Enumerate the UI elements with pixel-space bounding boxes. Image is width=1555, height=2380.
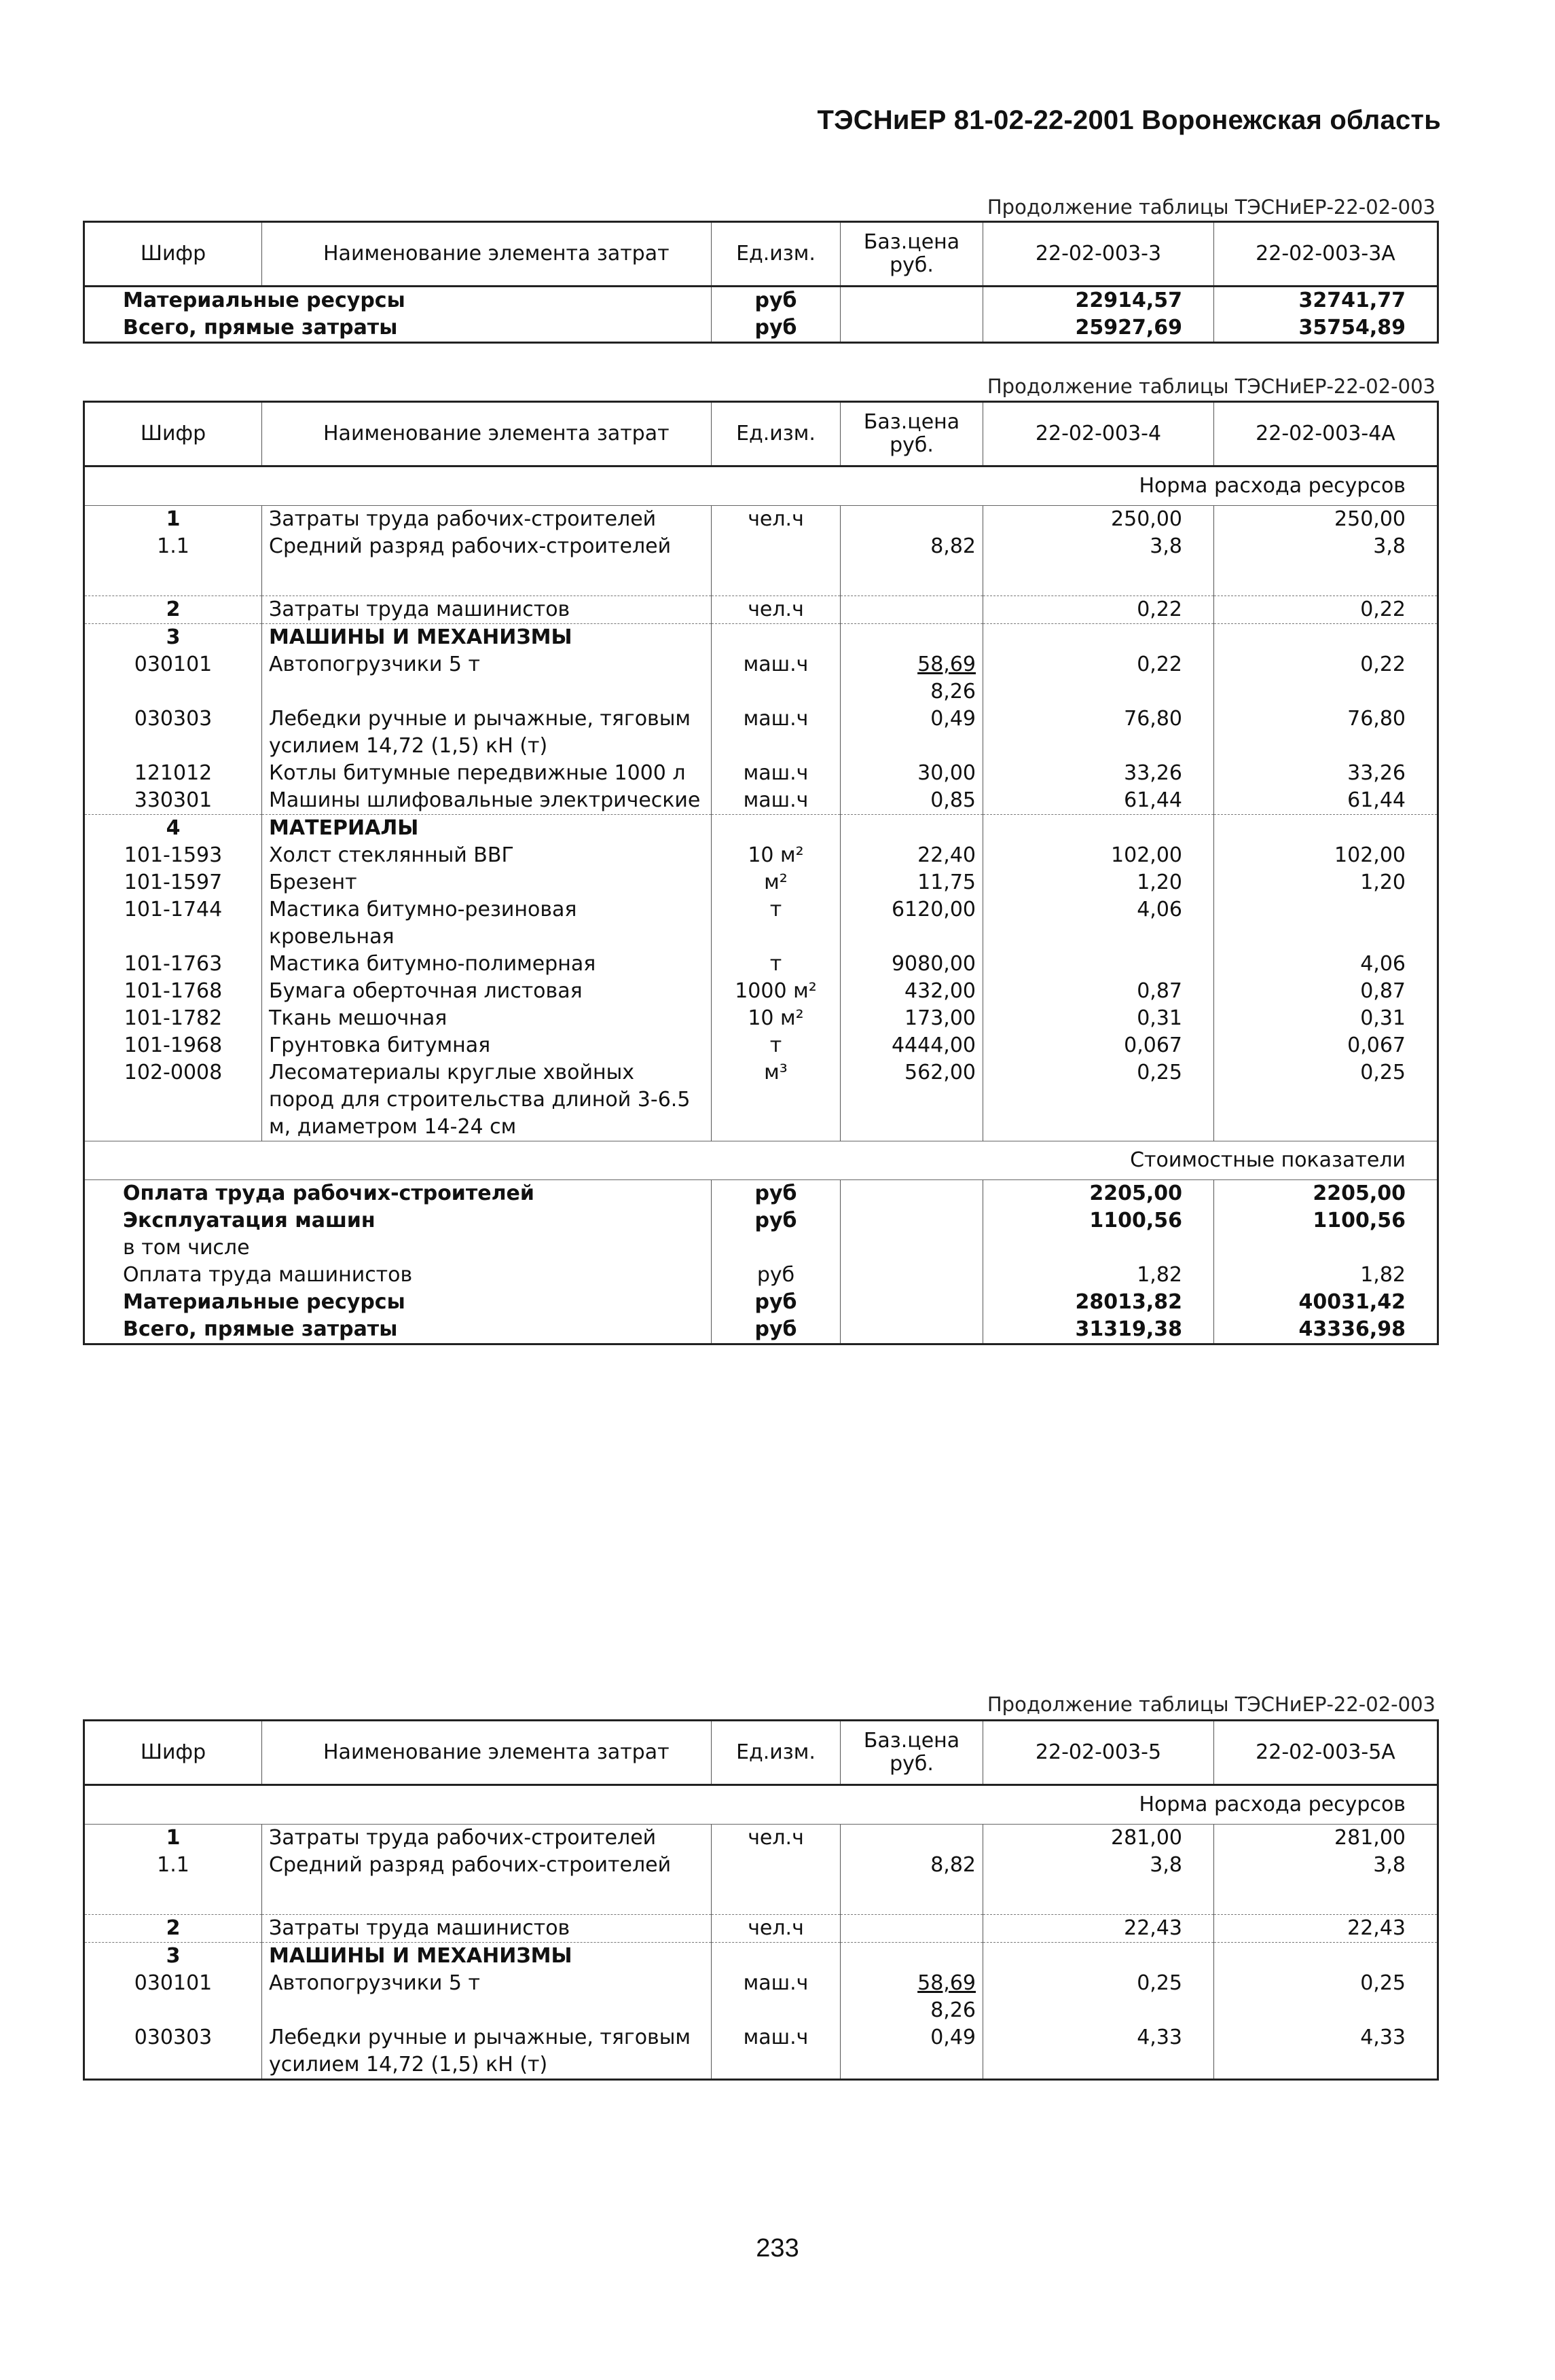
total-row xyxy=(84,314,1438,343)
document-title: ТЭСНиЕР 81-02-22-2001 Воронежская область xyxy=(817,105,1441,135)
row-unit: маш.ч xyxy=(712,787,841,815)
row-price xyxy=(841,1970,983,2024)
row-value-a: 76,80 xyxy=(983,706,1214,760)
table-row xyxy=(84,1970,1438,2024)
row-code: 3 xyxy=(84,1942,262,1970)
table-row xyxy=(84,623,1438,651)
col-name: Наименование элемента затрат xyxy=(262,222,712,287)
total-value-b: 43336,98 xyxy=(1214,1316,1438,1344)
total-price xyxy=(841,1234,983,1262)
table-row xyxy=(84,978,1438,1005)
row-code: 101-1968 xyxy=(84,1032,262,1059)
row-value-b: 61,44 xyxy=(1214,787,1438,815)
row-code: 2 xyxy=(84,1914,262,1942)
row-price-primary: 58,69 xyxy=(917,652,976,676)
row-unit: чел.ч xyxy=(712,1914,841,1942)
table3-header xyxy=(84,1721,1438,1785)
row-price xyxy=(841,651,983,706)
row-code: 101-1593 xyxy=(84,842,262,869)
table-row xyxy=(84,1059,1438,1141)
table-row xyxy=(84,1005,1438,1032)
total-value-a: 1100,56 xyxy=(983,1207,1214,1234)
table-row xyxy=(84,596,1438,623)
row-price: 173,00 xyxy=(841,1005,983,1032)
row-code: 030101 xyxy=(84,651,262,706)
col-code: Шифр xyxy=(84,222,262,287)
total-value-b: 35754,89 xyxy=(1214,314,1438,343)
table-row xyxy=(84,951,1438,978)
row-value-b: 22,43 xyxy=(1214,1914,1438,1942)
col-a: 22-02-003-5 xyxy=(983,1721,1214,1785)
total-price xyxy=(841,287,983,315)
row-unit: маш.ч xyxy=(712,1970,841,2024)
col-code: Шифр xyxy=(84,1721,262,1785)
row-name: Мастика битумно-полимерная xyxy=(262,951,712,978)
table-row xyxy=(84,651,1438,706)
total-row xyxy=(84,287,1438,315)
col-code: Шифр xyxy=(84,402,262,466)
norm-section-header xyxy=(84,1785,1438,1825)
row-unit: маш.ч xyxy=(712,651,841,706)
table-row xyxy=(84,1942,1438,1970)
row-unit: т xyxy=(712,951,841,978)
table-row xyxy=(84,760,1438,787)
row-name: Затраты труда рабочих-строителей xyxy=(262,506,712,534)
row-name: Мастика битумно-резиновая кровельная xyxy=(262,896,712,951)
col-b: 22-02-003-5А xyxy=(1214,1721,1438,1785)
row-name: МАШИНЫ И МЕХАНИЗМЫ xyxy=(262,1942,712,1970)
total-unit: руб xyxy=(712,1179,841,1207)
row-unit: чел.ч xyxy=(712,596,841,623)
row-unit: маш.ч xyxy=(712,760,841,787)
total-value-a: 31319,38 xyxy=(983,1316,1214,1344)
row-price: 8,82 xyxy=(841,1852,983,1914)
row-code: 101-1763 xyxy=(84,951,262,978)
table-row xyxy=(84,896,1438,951)
row-price: 6120,00 xyxy=(841,896,983,951)
row-value-a: 0,25 xyxy=(983,1970,1214,2024)
total-unit: руб xyxy=(712,1316,841,1344)
col-price: Баз.цена руб. xyxy=(841,222,983,287)
row-value-b: 1,20 xyxy=(1214,869,1438,896)
total-row xyxy=(84,1207,1438,1234)
row-name: Затраты труда машинистов xyxy=(262,1914,712,1942)
col-price: Баз.цена руб. xyxy=(841,1721,983,1785)
row-price xyxy=(841,814,983,842)
total-name: Оплата труда рабочих-строителей xyxy=(84,1179,712,1207)
row-value-a: 0,22 xyxy=(983,596,1214,623)
total-price xyxy=(841,1262,983,1289)
row-name: МАШИНЫ И МЕХАНИЗМЫ xyxy=(262,623,712,651)
row-value-b: 33,26 xyxy=(1214,760,1438,787)
row-value-a: 102,00 xyxy=(983,842,1214,869)
row-value-b: 0,25 xyxy=(1214,1059,1438,1141)
row-unit xyxy=(712,814,841,842)
table-row xyxy=(84,506,1438,534)
row-value-a xyxy=(983,1942,1214,1970)
row-value-b: 3,8 xyxy=(1214,1852,1438,1914)
row-price xyxy=(841,1825,983,1852)
row-value-a: 61,44 xyxy=(983,787,1214,815)
page-header xyxy=(0,105,1555,146)
row-price-secondary: 8,26 xyxy=(930,1998,976,2022)
row-price-secondary: 8,26 xyxy=(930,679,976,703)
total-value-a: 1,82 xyxy=(983,1262,1214,1289)
row-value-b: 3,8 xyxy=(1214,533,1438,596)
row-unit xyxy=(712,1852,841,1914)
row-value-b: 0,22 xyxy=(1214,651,1438,706)
cost-section-header xyxy=(84,1141,1438,1179)
row-name: Затраты труда рабочих-строителей xyxy=(262,1825,712,1852)
table-row xyxy=(84,1032,1438,1059)
row-price: 11,75 xyxy=(841,869,983,896)
row-name: Лебедки ручные и рычажные, тяговым усилием 14,72 (1,5) кН (т) xyxy=(262,2024,712,2080)
row-price: 432,00 xyxy=(841,978,983,1005)
row-value-a: 1,20 xyxy=(983,869,1214,896)
row-value-a: 3,8 xyxy=(983,1852,1214,1914)
row-value-b: 76,80 xyxy=(1214,706,1438,760)
row-price: 562,00 xyxy=(841,1059,983,1141)
row-price: 22,40 xyxy=(841,842,983,869)
total-value-a: 28013,82 xyxy=(983,1289,1214,1316)
row-unit: т xyxy=(712,896,841,951)
table3 xyxy=(83,1719,1439,2081)
row-code: 1 xyxy=(84,1825,262,1852)
total-price xyxy=(841,314,983,343)
row-value-b: 102,00 xyxy=(1214,842,1438,869)
total-row xyxy=(84,1234,1438,1262)
row-code: 1 xyxy=(84,506,262,534)
row-value-a xyxy=(983,951,1214,978)
row-code: 101-1597 xyxy=(84,869,262,896)
table-row xyxy=(84,814,1438,842)
row-value-b xyxy=(1214,896,1438,951)
total-row xyxy=(84,1179,1438,1207)
row-unit: м³ xyxy=(712,1059,841,1141)
total-name: Материальные ресурсы xyxy=(84,1289,712,1316)
total-row xyxy=(84,1289,1438,1316)
row-code: 2 xyxy=(84,596,262,623)
col-unit: Ед.изм. xyxy=(712,402,841,466)
row-code: 4 xyxy=(84,814,262,842)
row-unit xyxy=(712,1942,841,1970)
row-code: 330301 xyxy=(84,787,262,815)
total-value-b: 2205,00 xyxy=(1214,1179,1438,1207)
row-value-b xyxy=(1214,623,1438,651)
col-b: 22-02-003-4А xyxy=(1214,402,1438,466)
row-price: 9080,00 xyxy=(841,951,983,978)
table-row xyxy=(84,533,1438,596)
table2 xyxy=(83,401,1439,1345)
total-name: Всего, прямые затраты xyxy=(84,1316,712,1344)
total-unit: руб xyxy=(712,1207,841,1234)
row-code: 030101 xyxy=(84,1970,262,2024)
row-unit: м² xyxy=(712,869,841,896)
total-name: Эксплуатация машин xyxy=(84,1207,712,1234)
total-name: Оплата труда машинистов xyxy=(84,1262,712,1289)
row-value-b xyxy=(1214,814,1438,842)
row-name: Брезент xyxy=(262,869,712,896)
table1 xyxy=(83,221,1439,344)
row-value-a: 33,26 xyxy=(983,760,1214,787)
row-unit xyxy=(712,533,841,596)
total-value-b: 1,82 xyxy=(1214,1262,1438,1289)
total-name: Материальные ресурсы xyxy=(84,287,712,315)
row-price: 0,49 xyxy=(841,2024,983,2080)
row-value-a: 0,31 xyxy=(983,1005,1214,1032)
row-value-a: 0,067 xyxy=(983,1032,1214,1059)
row-name: Лесоматериалы круглые хвойных пород для строительства длиной 3-6.5 м, диаметром 14-24 см xyxy=(262,1059,712,1141)
row-value-a: 0,87 xyxy=(983,978,1214,1005)
row-unit: 10 м² xyxy=(712,842,841,869)
row-price xyxy=(841,1914,983,1942)
row-price: 8,82 xyxy=(841,533,983,596)
row-value-a: 250,00 xyxy=(983,506,1214,534)
col-a: 22-02-003-4 xyxy=(983,402,1214,466)
row-value-a: 4,06 xyxy=(983,896,1214,951)
total-value-b xyxy=(1214,1234,1438,1262)
table-row xyxy=(84,869,1438,896)
row-name: Затраты труда машинистов xyxy=(262,596,712,623)
table-row xyxy=(84,706,1438,760)
row-name: Автопогрузчики 5 т xyxy=(262,651,712,706)
total-unit: руб xyxy=(712,314,841,343)
row-name: Ткань мешочная xyxy=(262,1005,712,1032)
norm-label: Норма расхода ресурсов xyxy=(84,1785,1438,1825)
table-row xyxy=(84,2024,1438,2080)
row-unit: чел.ч xyxy=(712,506,841,534)
total-unit: руб xyxy=(712,1289,841,1316)
row-code: 102-0008 xyxy=(84,1059,262,1141)
col-price: Баз.цена руб. xyxy=(841,402,983,466)
total-unit: руб xyxy=(712,1262,841,1289)
row-name: Лебедки ручные и рычажные, тяговым усилием 14,72 (1,5) кН (т) xyxy=(262,706,712,760)
total-price xyxy=(841,1207,983,1234)
total-price xyxy=(841,1289,983,1316)
row-value-b: 4,06 xyxy=(1214,951,1438,978)
row-value-b: 281,00 xyxy=(1214,1825,1438,1852)
row-code: 1.1 xyxy=(84,533,262,596)
row-name: Машины шлифовальные электрические xyxy=(262,787,712,815)
row-value-b: 250,00 xyxy=(1214,506,1438,534)
row-value-a xyxy=(983,623,1214,651)
table2-header xyxy=(84,402,1438,466)
row-value-b: 0,22 xyxy=(1214,596,1438,623)
row-code: 030303 xyxy=(84,706,262,760)
row-value-b: 4,33 xyxy=(1214,2024,1438,2080)
total-price xyxy=(841,1316,983,1344)
row-code: 121012 xyxy=(84,760,262,787)
row-price xyxy=(841,1942,983,1970)
total-row xyxy=(84,1262,1438,1289)
row-value-a: 22,43 xyxy=(983,1914,1214,1942)
table1-caption: Продолжение таблицы ТЭСНиЕР-22-02-003 xyxy=(987,196,1435,219)
row-code: 101-1768 xyxy=(84,978,262,1005)
table-row xyxy=(84,787,1438,815)
norm-label: Норма расхода ресурсов xyxy=(84,466,1438,506)
row-price: 4444,00 xyxy=(841,1032,983,1059)
table-row xyxy=(84,1825,1438,1852)
row-unit: маш.ч xyxy=(712,706,841,760)
row-code: 3 xyxy=(84,623,262,651)
row-value-b: 0,31 xyxy=(1214,1005,1438,1032)
row-code: 1.1 xyxy=(84,1852,262,1914)
table3-caption: Продолжение таблицы ТЭСНиЕР-22-02-003 xyxy=(987,1693,1435,1716)
row-name: Грунтовка битумная xyxy=(262,1032,712,1059)
total-value-a: 25927,69 xyxy=(983,314,1214,343)
cost-label: Стоимостные показатели xyxy=(84,1141,1438,1179)
total-value-a xyxy=(983,1234,1214,1262)
row-code: 030303 xyxy=(84,2024,262,2080)
row-value-a xyxy=(983,814,1214,842)
total-name: Всего, прямые затраты xyxy=(84,314,712,343)
total-value-b: 32741,77 xyxy=(1214,287,1438,315)
total-name: в том числе xyxy=(84,1234,712,1262)
row-value-a: 3,8 xyxy=(983,533,1214,596)
col-a: 22-02-003-3 xyxy=(983,222,1214,287)
row-unit: маш.ч xyxy=(712,2024,841,2080)
col-unit: Ед.изм. xyxy=(712,222,841,287)
row-name: Бумага оберточная листовая xyxy=(262,978,712,1005)
table1-header xyxy=(84,222,1438,287)
col-b: 22-02-003-3А xyxy=(1214,222,1438,287)
page-number: 233 xyxy=(756,2234,799,2263)
total-value-a: 22914,57 xyxy=(983,287,1214,315)
total-unit: руб xyxy=(712,287,841,315)
row-code: 101-1744 xyxy=(84,896,262,951)
table-row xyxy=(84,1914,1438,1942)
total-value-b: 40031,42 xyxy=(1214,1289,1438,1316)
row-value-b: 0,87 xyxy=(1214,978,1438,1005)
row-price: 0,49 xyxy=(841,706,983,760)
total-value-b: 1100,56 xyxy=(1214,1207,1438,1234)
row-value-a: 0,25 xyxy=(983,1059,1214,1141)
row-name: Автопогрузчики 5 т xyxy=(262,1970,712,2024)
row-name: МАТЕРИАЛЫ xyxy=(262,814,712,842)
row-name: Средний разряд рабочих-строителей xyxy=(262,1852,712,1914)
total-price xyxy=(841,1179,983,1207)
row-name: Котлы битумные передвижные 1000 л xyxy=(262,760,712,787)
row-value-b xyxy=(1214,1942,1438,1970)
norm-section-header xyxy=(84,466,1438,506)
col-unit: Ед.изм. xyxy=(712,1721,841,1785)
table-row xyxy=(84,842,1438,869)
table2-caption: Продолжение таблицы ТЭСНиЕР-22-02-003 xyxy=(987,375,1435,398)
row-code: 101-1782 xyxy=(84,1005,262,1032)
col-name: Наименование элемента затрат xyxy=(262,402,712,466)
row-price: 30,00 xyxy=(841,760,983,787)
total-row xyxy=(84,1316,1438,1344)
row-price xyxy=(841,506,983,534)
row-value-b: 0,067 xyxy=(1214,1032,1438,1059)
row-price: 0,85 xyxy=(841,787,983,815)
row-name: Холст стеклянный ВВГ xyxy=(262,842,712,869)
row-price-primary: 58,69 xyxy=(917,1971,976,1995)
row-unit xyxy=(712,623,841,651)
row-value-a: 281,00 xyxy=(983,1825,1214,1852)
col-name: Наименование элемента затрат xyxy=(262,1721,712,1785)
row-name: Средний разряд рабочих-строителей xyxy=(262,533,712,596)
row-value-a: 4,33 xyxy=(983,2024,1214,2080)
table-row xyxy=(84,1852,1438,1914)
row-price xyxy=(841,596,983,623)
row-unit: 10 м² xyxy=(712,1005,841,1032)
row-unit: т xyxy=(712,1032,841,1059)
row-value-b: 0,25 xyxy=(1214,1970,1438,2024)
row-price xyxy=(841,623,983,651)
row-unit: 1000 м² xyxy=(712,978,841,1005)
total-value-a: 2205,00 xyxy=(983,1179,1214,1207)
total-unit xyxy=(712,1234,841,1262)
row-unit: чел.ч xyxy=(712,1825,841,1852)
row-value-a: 0,22 xyxy=(983,651,1214,706)
